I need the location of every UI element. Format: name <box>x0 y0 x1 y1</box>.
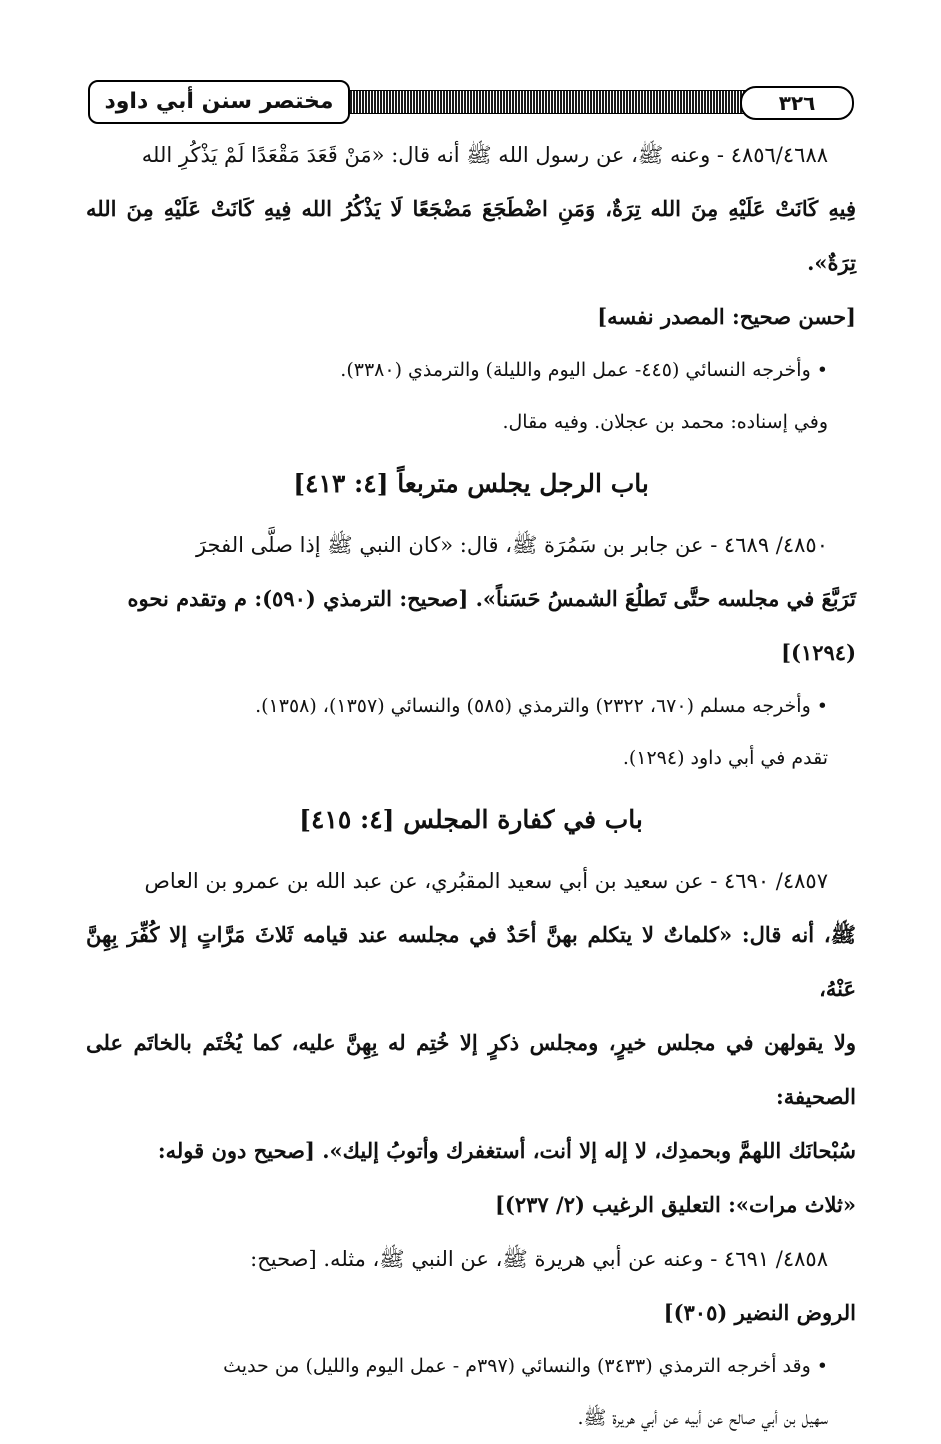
hadith-4858-note-1: • وقد أخرجه الترمذي (٣٤٣٣) والنسائي (٣٩٧م - عمل اليوم والليل) من حديث <box>223 1355 828 1377</box>
hadith-4858-line-1: ٤٨٥٨/ ٤٦٩١ - وعنه عن أبي هريرة ﷺ، عن النبي ﷺ، مثله. [صحيح: <box>250 1247 828 1271</box>
hadith-4857-line-4: سُبْحانَك اللهمَّ وبحمدِك، لا إله إلا أنت، أستغفرك وأتوبُ إليك». [صحيح دون قوله: <box>157 1138 856 1163</box>
hadith-4850-line-2: تَرَبَّعَ في مجلسه حتَّى تَطلُعَ الشمسُ حَسَناً». [صحيح: الترمذي (٥٩٠): م وتقدم نحوه <box>127 586 856 611</box>
header-rule <box>338 90 804 114</box>
hadith-4850-line-3: (١٢٩٤)] <box>781 640 856 665</box>
hadith-4856-note-1: • وأخرجه النسائي (٤٤٥- عمل اليوم والليلة) والترمذي (٣٣٨٠). <box>340 359 828 381</box>
page-number: ٣٢٦ <box>740 86 854 120</box>
page-body <box>86 128 856 1444</box>
hadith-4850-line-1: ٤٨٥٠/ ٤٦٨٩ - عن جابر بن سَمُرَة ﷺ، قال: «كان النبي ﷺ إذا صلَّى الفجرَ <box>195 533 828 557</box>
hadith-4850-note-2: تقدم في أبي داود (١٢٩٤). <box>622 747 828 769</box>
hadith-4857-line-5: «ثلاث مرات»: التعليق الرغيب (٢/ ٢٣٧)] <box>494 1192 856 1217</box>
page-header <box>88 80 854 126</box>
hadith-4857-line-1: ٤٨٥٧/ ٤٦٩٠ - عن سعيد بن أبي سعيد المقبُري، عن عبد الله بن عمرو بن العاص <box>144 869 828 893</box>
hadith-4856-line-2: فِيهِ كَانَتْ عَلَيْهِ مِنَ الله تِرَةٌ، وَمَنِ اضْطَجَعَ مَضْجَعًا لَا يَذْكُرُ الله فِيهِ كَانَتْ عَلَيْهِ مِنَ الله تِرَةٌ». <box>86 196 856 275</box>
hadith-4857-line-3: ولا يقولهن في مجلس خيرٍ، ومجلس ذكرٍ إلا خُتِم له بِهِنَّ عليه، كما يُخْتَم بالخاتَم على الصحيفة: <box>86 1030 856 1109</box>
hadith-4858-note-2: سهيل بن أبي صالح عن أبيه عن أبي هريرة ﷺ. <box>577 1407 828 1429</box>
hadith-4856-line-1: ٤٨٥٦/٤٦٨٨ - وعنه ﷺ، عن رسول الله ﷺ أنه قال: «مَنْ قَعَدَ مَقْعَدًا لَمْ يَذْكُرِ الله <box>141 143 828 167</box>
hadith-4850-note-1: • وأخرجه مسلم (٦٧٠، ٢٣٢٢) والترمذي (٥٨٥) والنسائي (١٣٥٧)، (١٣٥٨). <box>255 695 828 717</box>
chapter-heading-expiation-of-gathering: باب في كفارة المجلس [٤: ٤١٥] <box>299 805 643 834</box>
hadith-4856-grade: [حسن صحيح: المصدر نفسه] <box>597 304 856 329</box>
hadith-4858-line-2: الروض النضير (٣٠٥)] <box>663 1300 856 1325</box>
chapter-heading-sitting-crosslegged: باب الرجل يجلس متربعاً [٤: ٤١٣] <box>293 469 649 498</box>
hadith-4857-line-2: ﷺ، أنه قال: «كلماتٌ لا يتكلم بهنَّ أحَدٌ في مجلسه عند قيامه ثَلاثَ مَرَّاتٍ إلا كُفِّرَ بِهِنَّ عَنْهُ، <box>86 922 856 1001</box>
book-title: مختصر سنن أبي داود <box>88 80 350 124</box>
hadith-4856-note-2: وفي إسناده: محمد بن عجلان. وفيه مقال. <box>502 411 828 433</box>
